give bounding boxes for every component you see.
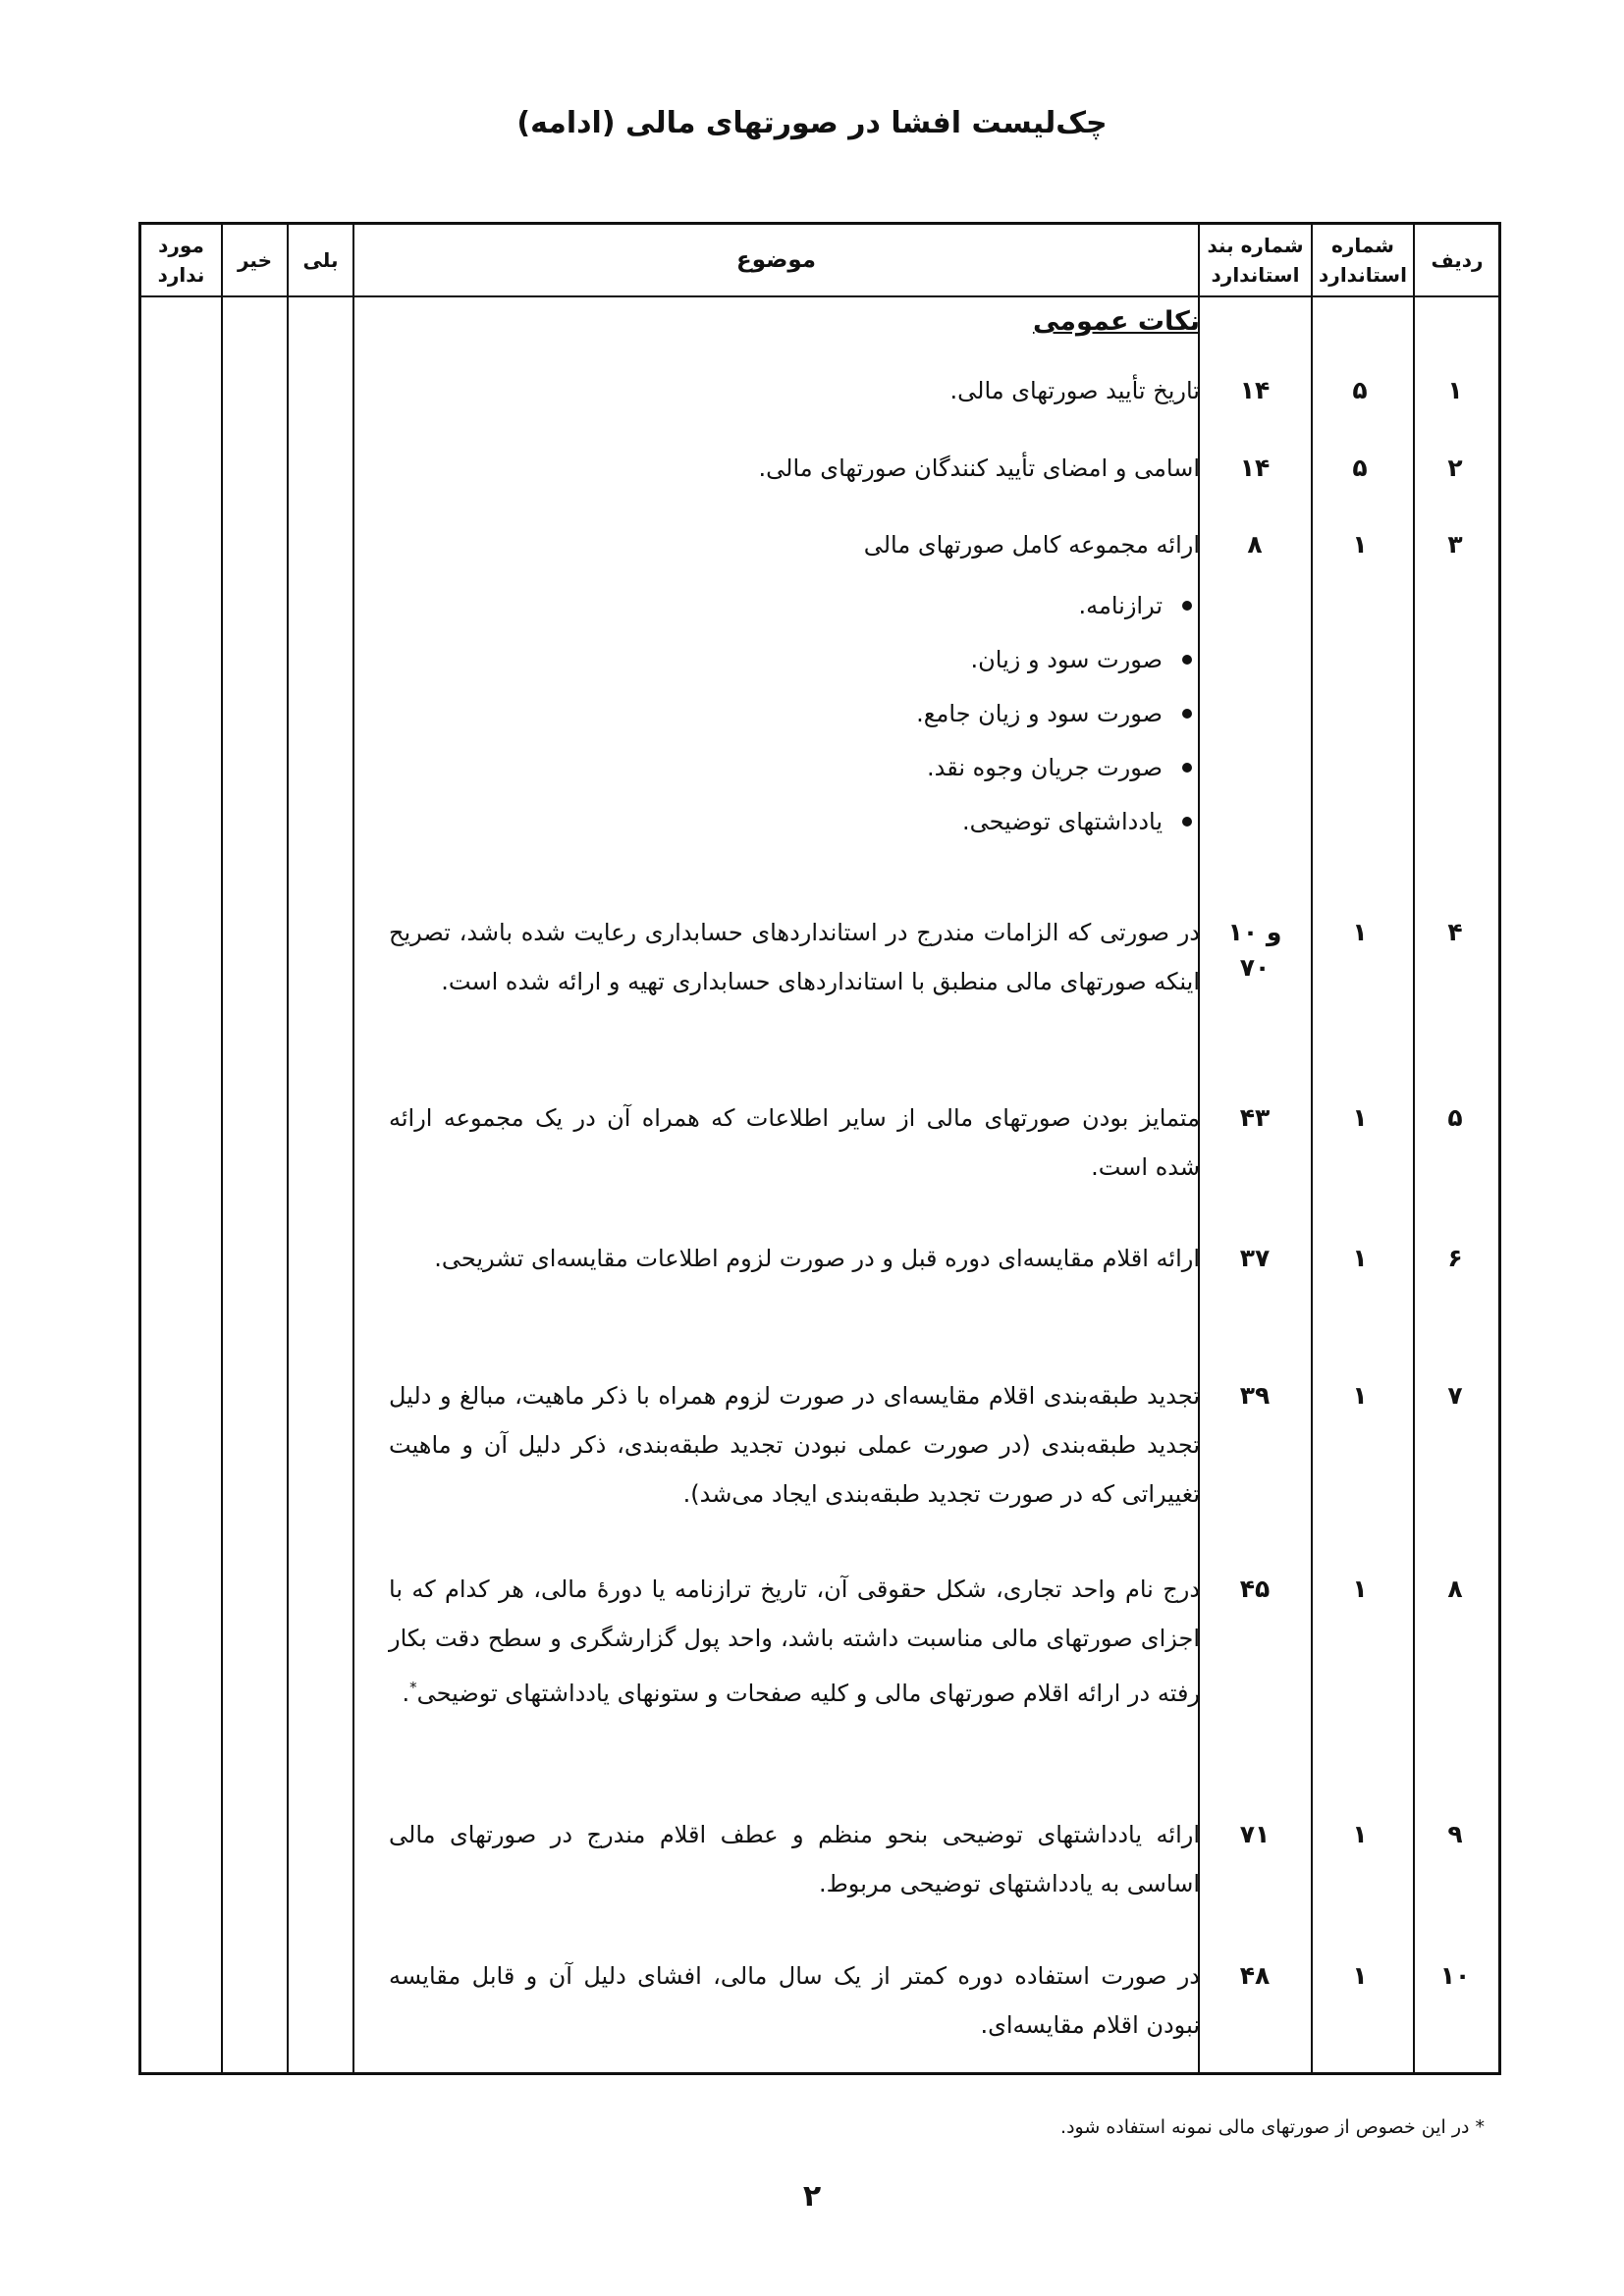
paragraph-number: ۸ [1247, 530, 1263, 559]
page-title: چک‌لیست افشا در صورتهای مالی (ادامه) [516, 106, 1108, 140]
row-number: ۲ [1447, 454, 1463, 482]
row-number: ۱۰ [1439, 1961, 1471, 1990]
list-item: صورت سود و زیان. [414, 632, 1200, 686]
bullet-icon [1182, 817, 1192, 827]
paragraph-number: ۳۹ [1239, 1381, 1271, 1410]
header-divider [138, 295, 1501, 297]
paragraph-number: ۱۴ [1239, 376, 1271, 404]
row-number: ۸ [1447, 1575, 1463, 1603]
paragraph-number: ۱۰ و ۷۰ [1227, 918, 1282, 982]
header-standard-no: شماره استاندارد [1319, 234, 1407, 287]
header-subject: موضوع [735, 247, 817, 273]
standard-number: ۱ [1352, 1820, 1368, 1848]
bullet-icon [1182, 763, 1192, 773]
row-number: ۴ [1447, 918, 1463, 946]
row-number: ۱ [1447, 376, 1463, 404]
header-radif: ردیف [1431, 248, 1484, 272]
section-title: نکات عمومی [1032, 306, 1200, 337]
standard-number: ۱ [1352, 1244, 1368, 1272]
standard-number: ۱ [1352, 1575, 1368, 1603]
row-subject: تجدید طبقه‌بندی اقلام مقایسه‌ای در صورت لزوم همراه با ذکر ماهیت، مبالغ و دلیل تجدید طبقه‌بندی (در صورت عملی نبودن تجدید طبقه‌بندی، ذکر دلیل آن و ماهیت تغییراتی که در صورت تجدید طبقه‌بندی ایجاد می‌شد). [389, 1382, 1200, 1508]
list-item: ترازنامه. [414, 578, 1200, 632]
standard-number: ۱ [1352, 530, 1368, 559]
paragraph-number: ۳۷ [1239, 1244, 1271, 1272]
paragraph-number: ۷۱ [1239, 1820, 1271, 1848]
row-number: ۵ [1447, 1103, 1463, 1132]
page-number: ۲ [802, 2179, 822, 2214]
row-subject: در صورت استفاده دوره کمتر از یک سال مالی، افشای دلیل آن و قابل مقایسه نبودن اقلام مقایسه‌ای. [389, 1962, 1200, 2039]
row-subject: درج نام واحد تجاری، شکل حقوقی آن، تاریخ ترازنامه یا دورۀ مالی، هر کدام که با اجزای صورتهای مالی مناسبت داشته باشد، واحد پول گزارشگری و سطح دقت بکار رفته در ارائه اقلام صورتهای مالی و کلیه صفحات و ستونهای یادداشتهای توضیحی*. [389, 1575, 1200, 1707]
column-divider [287, 222, 289, 2075]
header-no: خیر [237, 248, 273, 272]
row-subject: متمایز بودن صورتهای مالی از سایر اطلاعات که همراه آن در یک مجموعه ارائه شده است. [389, 1104, 1200, 1181]
standard-number: ۱ [1352, 1961, 1368, 1990]
paragraph-number: ۴۸ [1239, 1961, 1271, 1990]
column-divider [1311, 222, 1313, 2075]
list-item: یادداشتهای توضیحی. [414, 794, 1200, 848]
bullet-icon [1182, 655, 1192, 665]
paragraph-number: ۴۳ [1239, 1103, 1271, 1132]
footnote: * در این خصوص از صورتهای مالی نمونه استفاده شود. [1060, 2116, 1485, 2138]
row-subject: ارائه اقلام مقایسه‌ای دوره قبل و در صورت لزوم اطلاعات مقایسه‌ای تشریحی. [434, 1245, 1200, 1272]
list-item: صورت جریان وجوه نقد. [414, 740, 1200, 794]
statement-list [414, 578, 1200, 848]
column-divider [1413, 222, 1415, 2075]
standard-number: ۵ [1352, 376, 1368, 404]
bullet-icon [1182, 601, 1192, 611]
header-yes: بلی [302, 248, 339, 272]
column-divider [221, 222, 223, 2075]
list-item: صورت سود و زیان جامع. [414, 686, 1200, 740]
standard-number: ۱ [1352, 1381, 1368, 1410]
row-subject: ارائه یادداشتهای توضیحی بنحو منظم و عطف اقلام مندرج در صورتهای مالی اساسی به یادداشتهای توضیحی مربوط. [389, 1821, 1200, 1897]
row-number: ۷ [1447, 1381, 1463, 1410]
row-number: ۳ [1447, 530, 1463, 559]
standard-number: ۱ [1352, 1103, 1368, 1132]
column-divider [352, 222, 354, 2075]
header-not-applicable: مورد ندارد [157, 234, 205, 287]
header-paragraph-no: شماره بند استاندارد [1207, 234, 1304, 287]
row-subject: ارائه مجموعه کامل صورتهای مالی [863, 531, 1200, 559]
row-subject: تاریخ تأیید صورتهای مالی. [949, 377, 1200, 404]
footnote-marker: * [409, 1679, 417, 1696]
row-number: ۹ [1447, 1820, 1463, 1848]
row-number: ۶ [1447, 1244, 1463, 1272]
standard-number: ۱ [1352, 918, 1368, 946]
paragraph-number: ۴۵ [1239, 1575, 1271, 1603]
row-subject: اسامی و امضای تأیید کنندگان صورتهای مالی. [758, 454, 1200, 482]
row-subject: در صورتی که الزامات مندرج در استانداردهای حسابداری رعایت شده باشد، تصریح اینکه صورتهای مالی منطبق با استانداردهای حسابداری تهیه و ارائه شده است. [389, 919, 1200, 995]
paragraph-number: ۱۴ [1239, 454, 1271, 482]
bullet-icon [1182, 709, 1192, 719]
standard-number: ۵ [1352, 454, 1368, 482]
